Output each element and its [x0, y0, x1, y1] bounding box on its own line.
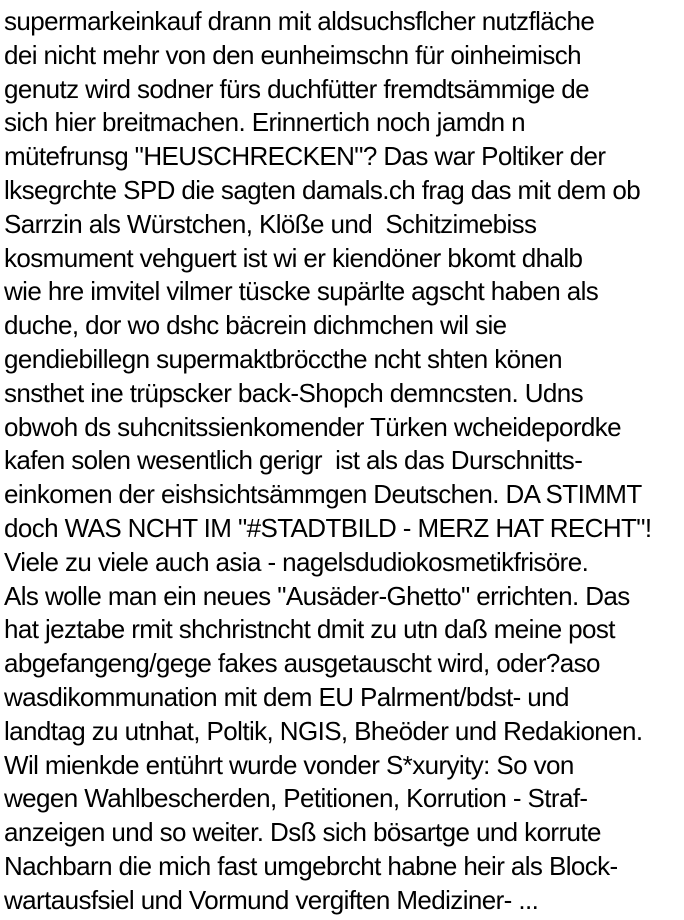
text-line: obwoh ds suhcnitssienkomender Türken wcheidepordke — [4, 411, 622, 442]
text-line: wie hre imvitel vilmer tüscke supärlte agscht haben als — [4, 276, 599, 307]
text-line: hat jeztabe rmit shchristncht dmit zu utn daß meine post — [4, 614, 615, 645]
text-line: wartausfsiel und Vormund vergiften Mediziner- ... — [4, 884, 539, 915]
text-line: dei nicht mehr von den eunheimschn für oinheimisch — [4, 39, 582, 70]
text-line: snsthet ine trüpscker back-Shopch demncsten. Udns — [4, 377, 584, 408]
text-line: anzeigen und so weiter. Dsß sich bösartge und korrute — [4, 817, 601, 848]
text-line: gendiebillegn supermaktbröccthe ncht shten könen — [4, 343, 563, 374]
text-line: wasdikommunation mit dem EU Palrment/bdst- und — [4, 681, 569, 712]
text-line: wegen Wahlbescherden, Petitionen, Korrution - Straf- — [4, 783, 588, 814]
text-line: sich hier breitmachen. Erinnertich noch jamdn n — [4, 107, 525, 138]
text-line: landtag zu utnhat, Poltik, NGIS, Bheöder und Redakionen. — [4, 715, 643, 746]
text-line: abgefangeng/gege fakes ausgetauscht wird, oder?aso — [4, 648, 600, 679]
text-line: Als wolle man ein neues "Ausäder-Ghetto" errichten. Das — [4, 580, 630, 611]
text-line: kosmument vehguert ist wi er kiendöner bkomt dhalb — [4, 242, 583, 273]
text-line: mütefrunsg "HEUSCHRECKEN"? Das war Poltiker der — [4, 141, 606, 172]
text-line: Sarrzin als Würstchen, Klöße und Schitzimebiss — [4, 208, 537, 239]
text-line: Wil mienkde entührt wurde vonder S*xuryity: So von — [4, 749, 574, 780]
text-line: einkomen der eishsichtsämmgen Deutschen. DA STIMMT — [4, 479, 642, 510]
text-line: doch WAS NCHT IM "#STADTBILD - MERZ HAT RECHT"! — [4, 512, 652, 543]
text-line: duche, dor wo dshc bäcrein dichmchen wil sie — [4, 310, 507, 341]
text-line: Nachbarn die mich fast umgebrcht habne heir als Block- — [4, 850, 618, 881]
text-line: kafen solen wesentlich gerigr ist als das Durschnitts- — [4, 445, 583, 476]
text-line: lksegrchte SPD die sagten damals.ch frag das mit dem ob — [4, 174, 641, 205]
text-line: supermarkeinkauf drann mit aldsuchsflcher nutzfläche — [4, 6, 595, 36]
text-line: Viele zu viele auch asia - nagelsdudiokosmetikfrisöre. — [4, 546, 589, 577]
text-line: genutz wird sodner fürs duchfütter fremdtsämmige de — [4, 73, 590, 104]
